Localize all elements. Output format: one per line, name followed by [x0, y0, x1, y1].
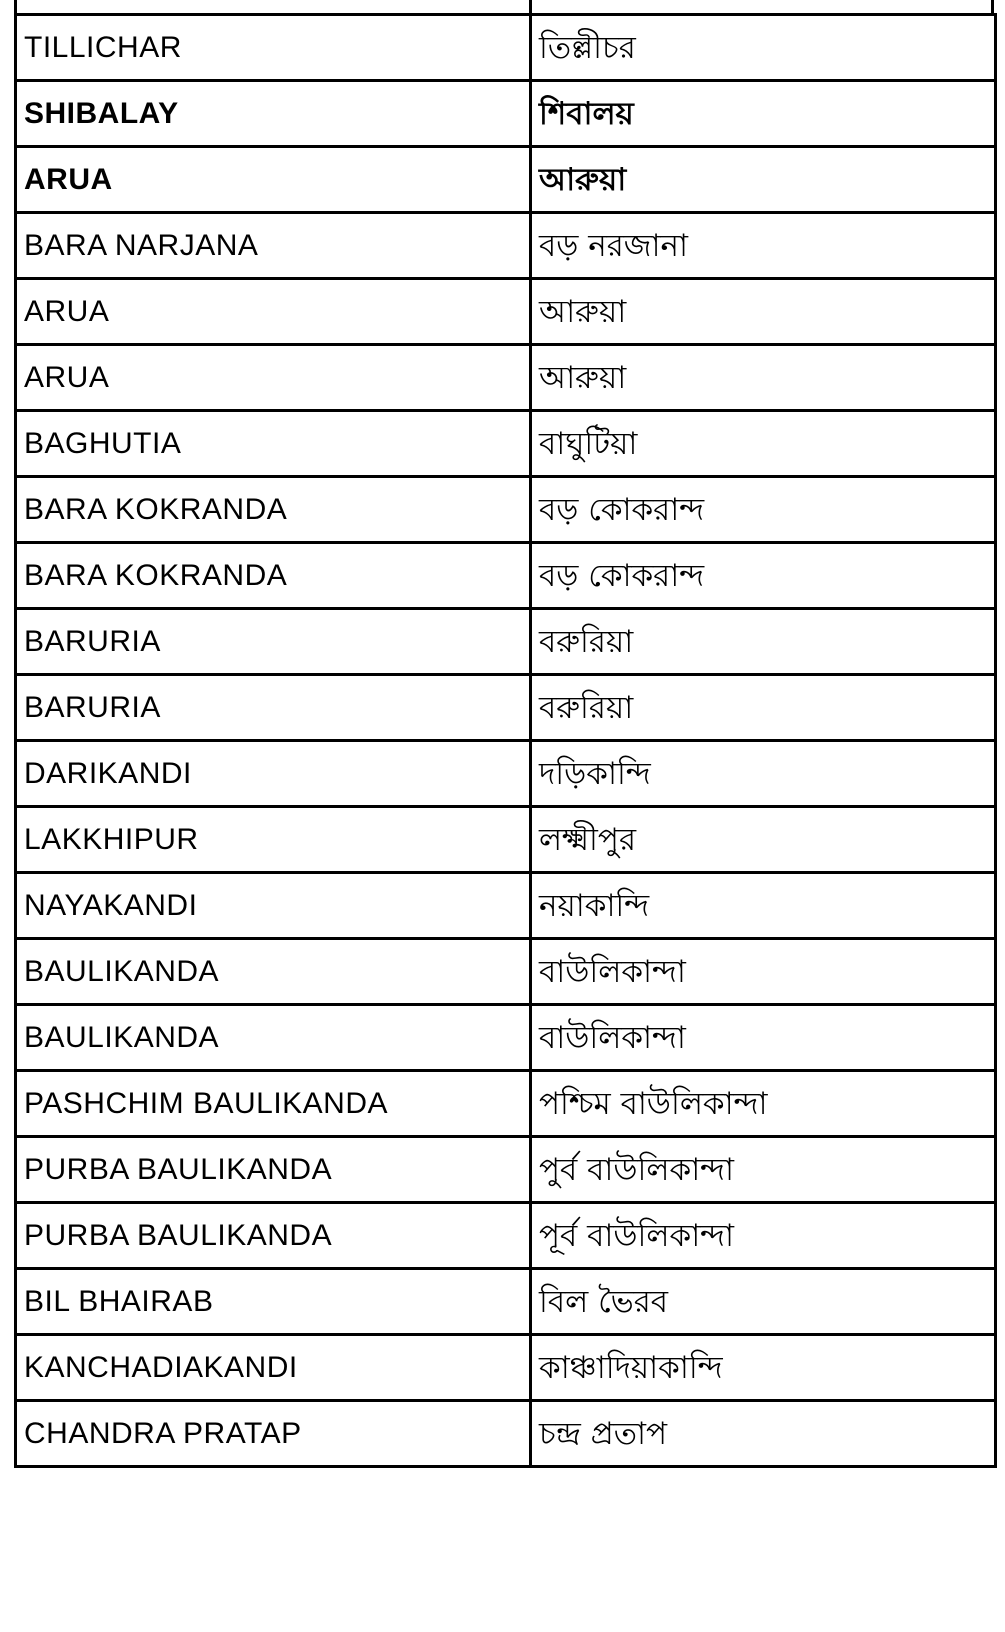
table-row — [16, 213, 996, 279]
table-row — [16, 477, 996, 543]
table-row — [16, 81, 996, 147]
table-left-rule — [14, 0, 17, 14]
english-name-cell: DARIKANDI — [16, 741, 531, 807]
bengali-name-cell: বড় কোকরান্দ — [531, 477, 996, 543]
table-row — [16, 675, 996, 741]
bengali-name-cell: নয়াকান্দি — [531, 873, 996, 939]
english-name-cell: BARURIA — [16, 675, 531, 741]
table-row — [16, 1335, 996, 1401]
english-name-cell: SHIBALAY — [16, 81, 531, 147]
bengali-name-cell: আরুয়া — [531, 147, 996, 213]
table-middle-rule — [529, 0, 532, 14]
bengali-name-cell: পূর্ব বাউলিকান্দা — [531, 1203, 996, 1269]
english-name-cell: NAYAKANDI — [16, 873, 531, 939]
table-row — [16, 873, 996, 939]
table-row — [16, 1005, 996, 1071]
bengali-name-cell: বাউলিকান্দা — [531, 1005, 996, 1071]
bengali-name-cell: বরুরিয়া — [531, 609, 996, 675]
table-row — [16, 1203, 996, 1269]
bengali-name-cell: বাউলিকান্দা — [531, 939, 996, 1005]
english-name-cell: PURBA BAULIKANDA — [16, 1203, 531, 1269]
bengali-name-cell: তিল্লীচর — [531, 15, 996, 81]
bengali-name-cell: দড়িকান্দি — [531, 741, 996, 807]
table-right-rule — [991, 0, 994, 14]
table-row — [16, 1071, 996, 1137]
bengali-name-cell: বাঘুটিয়া — [531, 411, 996, 477]
table-row — [16, 741, 996, 807]
table-row — [16, 807, 996, 873]
village-table-body — [16, 15, 996, 1467]
english-name-cell: BARA KOKRANDA — [16, 477, 531, 543]
bengali-name-cell: আরুয়া — [531, 279, 996, 345]
english-name-cell: ARUA — [16, 279, 531, 345]
bengali-name-cell: কাঞ্চাদিয়াকান্দি — [531, 1335, 996, 1401]
english-name-cell: CHANDRA PRATAP — [16, 1401, 531, 1467]
table-row — [16, 609, 996, 675]
english-name-cell: BAULIKANDA — [16, 939, 531, 1005]
english-name-cell: TILLICHAR — [16, 15, 531, 81]
table-row — [16, 939, 996, 1005]
table-row — [16, 279, 996, 345]
table-row — [16, 1137, 996, 1203]
table-row — [16, 543, 996, 609]
table-row — [16, 1401, 996, 1467]
table-row — [16, 411, 996, 477]
bengali-name-cell: আরুয়া — [531, 345, 996, 411]
english-name-cell: KANCHADIAKANDI — [16, 1335, 531, 1401]
english-name-cell: LAKKHIPUR — [16, 807, 531, 873]
bengali-name-cell: বিল ভৈরব — [531, 1269, 996, 1335]
table-row — [16, 147, 996, 213]
english-name-cell: BARA NARJANA — [16, 213, 531, 279]
bengali-name-cell: বরুরিয়া — [531, 675, 996, 741]
english-name-cell: PASHCHIM BAULIKANDA — [16, 1071, 531, 1137]
english-name-cell: BAGHUTIA — [16, 411, 531, 477]
english-name-cell: BIL BHAIRAB — [16, 1269, 531, 1335]
english-name-cell: BARURIA — [16, 609, 531, 675]
english-name-cell: ARUA — [16, 345, 531, 411]
bengali-name-cell: চন্দ্র প্রতাপ — [531, 1401, 996, 1467]
english-name-cell: BARA KOKRANDA — [16, 543, 531, 609]
english-name-cell: BAULIKANDA — [16, 1005, 531, 1071]
bengali-name-cell: পশ্চিম বাউলিকান্দা — [531, 1071, 996, 1137]
village-name-table — [14, 13, 997, 1468]
bengali-name-cell: বড় নরজানা — [531, 213, 996, 279]
table-row — [16, 345, 996, 411]
bengali-name-cell: বড় কোকরান্দ — [531, 543, 996, 609]
english-name-cell: PURBA BAULIKANDA — [16, 1137, 531, 1203]
table-row — [16, 1269, 996, 1335]
english-name-cell: ARUA — [16, 147, 531, 213]
table-row — [16, 15, 996, 81]
bengali-name-cell: শিবালয় — [531, 81, 996, 147]
bengali-name-cell: লক্ষ্মীপুর — [531, 807, 996, 873]
bengali-name-cell: পুর্ব বাউলিকান্দা — [531, 1137, 996, 1203]
